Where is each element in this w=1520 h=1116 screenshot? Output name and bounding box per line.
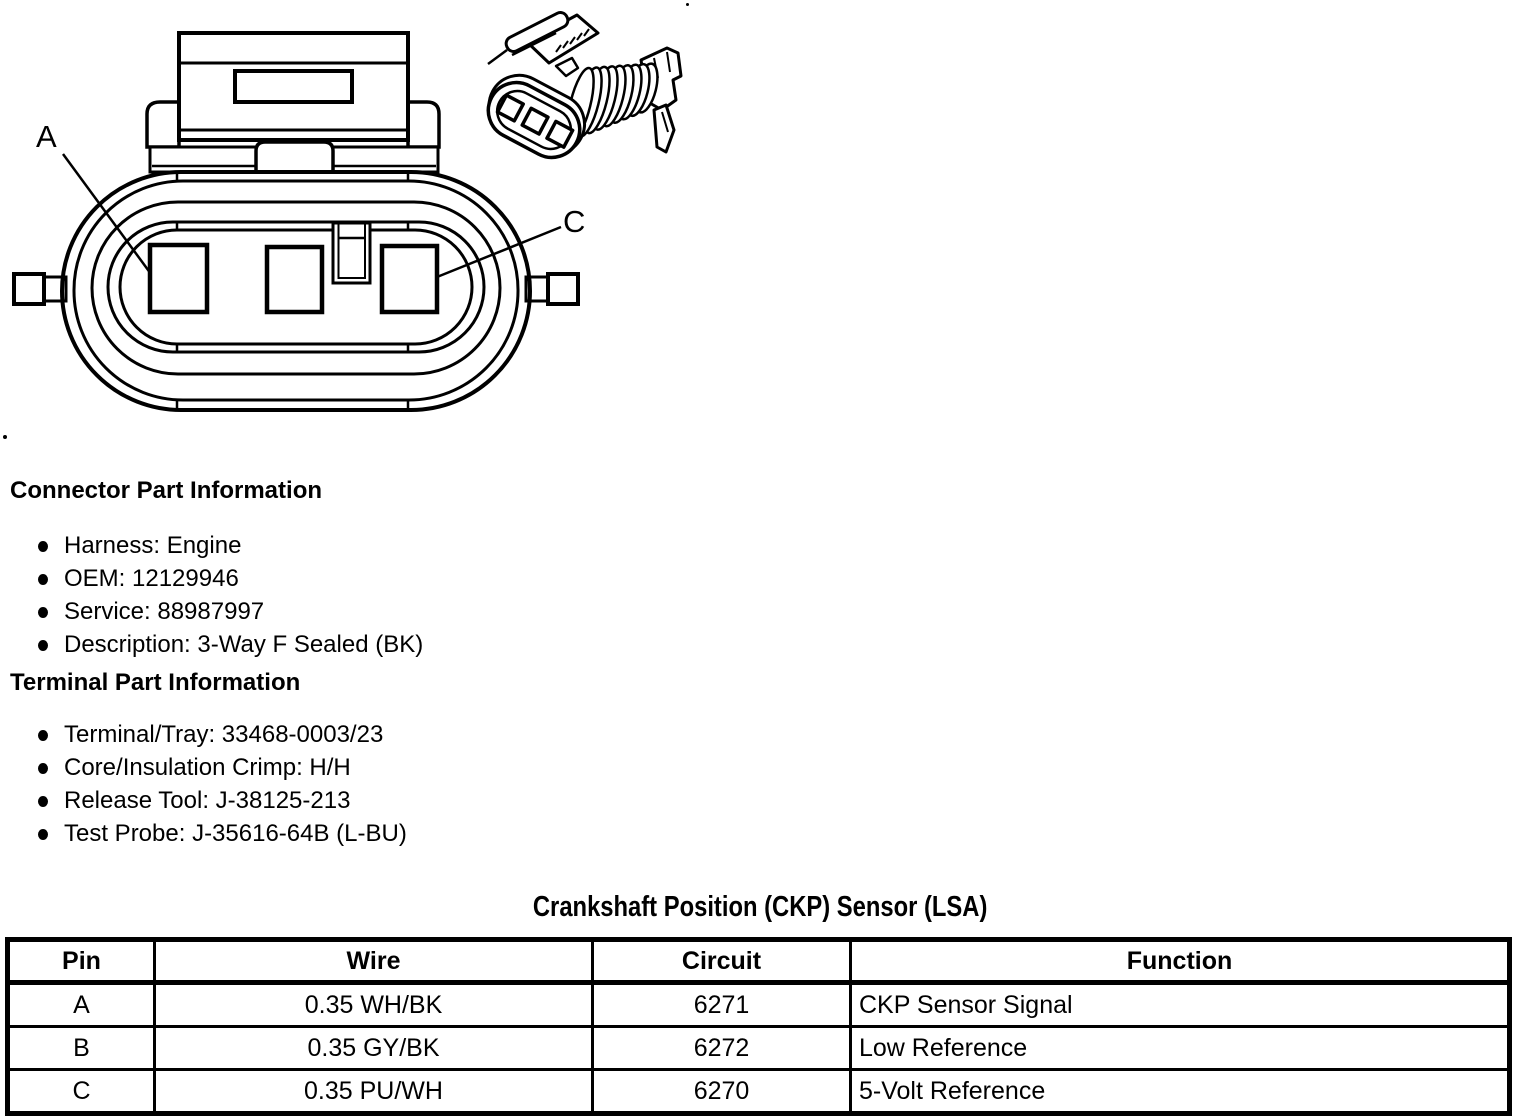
bullet-item <box>10 751 407 784</box>
cavity-c <box>382 246 437 312</box>
connector-info-list <box>10 529 423 661</box>
cell-wire: 0.35 PU/WH <box>155 1070 593 1114</box>
pinout-table <box>5 937 1512 1116</box>
bullet-icon <box>38 796 48 807</box>
cell-function: 5-Volt Reference <box>851 1070 1510 1114</box>
table-row <box>8 983 1510 1027</box>
scan-artifact-dot <box>686 3 689 6</box>
column-header-wire: Wire <box>155 940 593 983</box>
cell-function: CKP Sensor Signal <box>851 983 1510 1027</box>
column-header-pin: Pin <box>8 940 155 983</box>
keyway-tab <box>333 223 370 283</box>
bullet-item-text: Description: 3-Way F Sealed (BK) <box>64 630 424 658</box>
table-header-row <box>8 940 1510 983</box>
latch-window <box>235 71 352 102</box>
cell-circuit: 6270 <box>593 1070 851 1114</box>
column-header-function: Function <box>851 940 1510 983</box>
scan-artifact-dot <box>3 435 7 439</box>
bullet-item <box>10 595 423 628</box>
latch-tower <box>147 33 439 172</box>
bullet-item-text: Test Probe: J-35616-64B (L-BU) <box>64 819 407 847</box>
label-a-leader-line <box>63 154 151 274</box>
cavity-a <box>150 245 207 312</box>
cell-circuit: 6271 <box>593 983 851 1027</box>
right-ear <box>526 274 578 304</box>
terminal-info-list <box>10 718 407 850</box>
terminal-info-heading: Terminal Part Information <box>10 669 301 696</box>
bullet-item <box>10 562 423 595</box>
table-row <box>8 1027 1510 1070</box>
connector-diagram <box>0 0 1520 460</box>
bullet-icon <box>38 640 48 651</box>
center-tab <box>256 142 333 172</box>
bullet-item <box>10 628 423 661</box>
left-ear <box>14 274 66 304</box>
bullet-item-text: Release Tool: J-38125-213 <box>64 786 351 814</box>
bullet-icon <box>38 574 48 585</box>
table-row <box>8 1070 1510 1114</box>
connector-3d-view <box>477 10 681 168</box>
bullet-item-text: Terminal/Tray: 33468-0003/23 <box>64 720 384 748</box>
cell-wire: 0.35 GY/BK <box>155 1027 593 1070</box>
bullet-icon <box>38 541 48 552</box>
terminal-c-label: C <box>563 204 586 239</box>
bullet-item-text: Service: 88987997 <box>64 597 265 625</box>
bullet-item-text: Harness: Engine <box>64 531 242 559</box>
cell-function: Low Reference <box>851 1027 1510 1070</box>
bullet-item <box>10 529 423 562</box>
cell-pin: A <box>8 983 155 1027</box>
bullet-icon <box>38 829 48 840</box>
cell-pin: C <box>8 1070 155 1114</box>
terminal-a-label: A <box>36 119 57 154</box>
cell-wire: 0.35 WH/BK <box>155 983 593 1027</box>
bullet-icon <box>38 763 48 774</box>
bullet-icon <box>38 607 48 618</box>
bullet-item <box>10 718 407 751</box>
terminal-part-info-section <box>10 671 407 850</box>
pinout-table-title: Crankshaft Position (CKP) Sensor (LSA) <box>532 891 988 923</box>
bullet-icon <box>38 730 48 741</box>
bullet-item-text: OEM: 12129946 <box>64 564 239 592</box>
column-header-circuit: Circuit <box>593 940 851 983</box>
cell-pin: B <box>8 1027 155 1070</box>
bullet-item-text: Core/Insulation Crimp: H/H <box>64 753 351 781</box>
bullet-item <box>10 784 407 817</box>
bullet-item <box>10 817 407 850</box>
latch-catch <box>556 58 578 76</box>
connector-part-info-section <box>10 479 423 661</box>
cell-circuit: 6272 <box>593 1027 851 1070</box>
cavity-b <box>267 247 322 312</box>
connector-info-heading: Connector Part Information <box>10 477 323 504</box>
